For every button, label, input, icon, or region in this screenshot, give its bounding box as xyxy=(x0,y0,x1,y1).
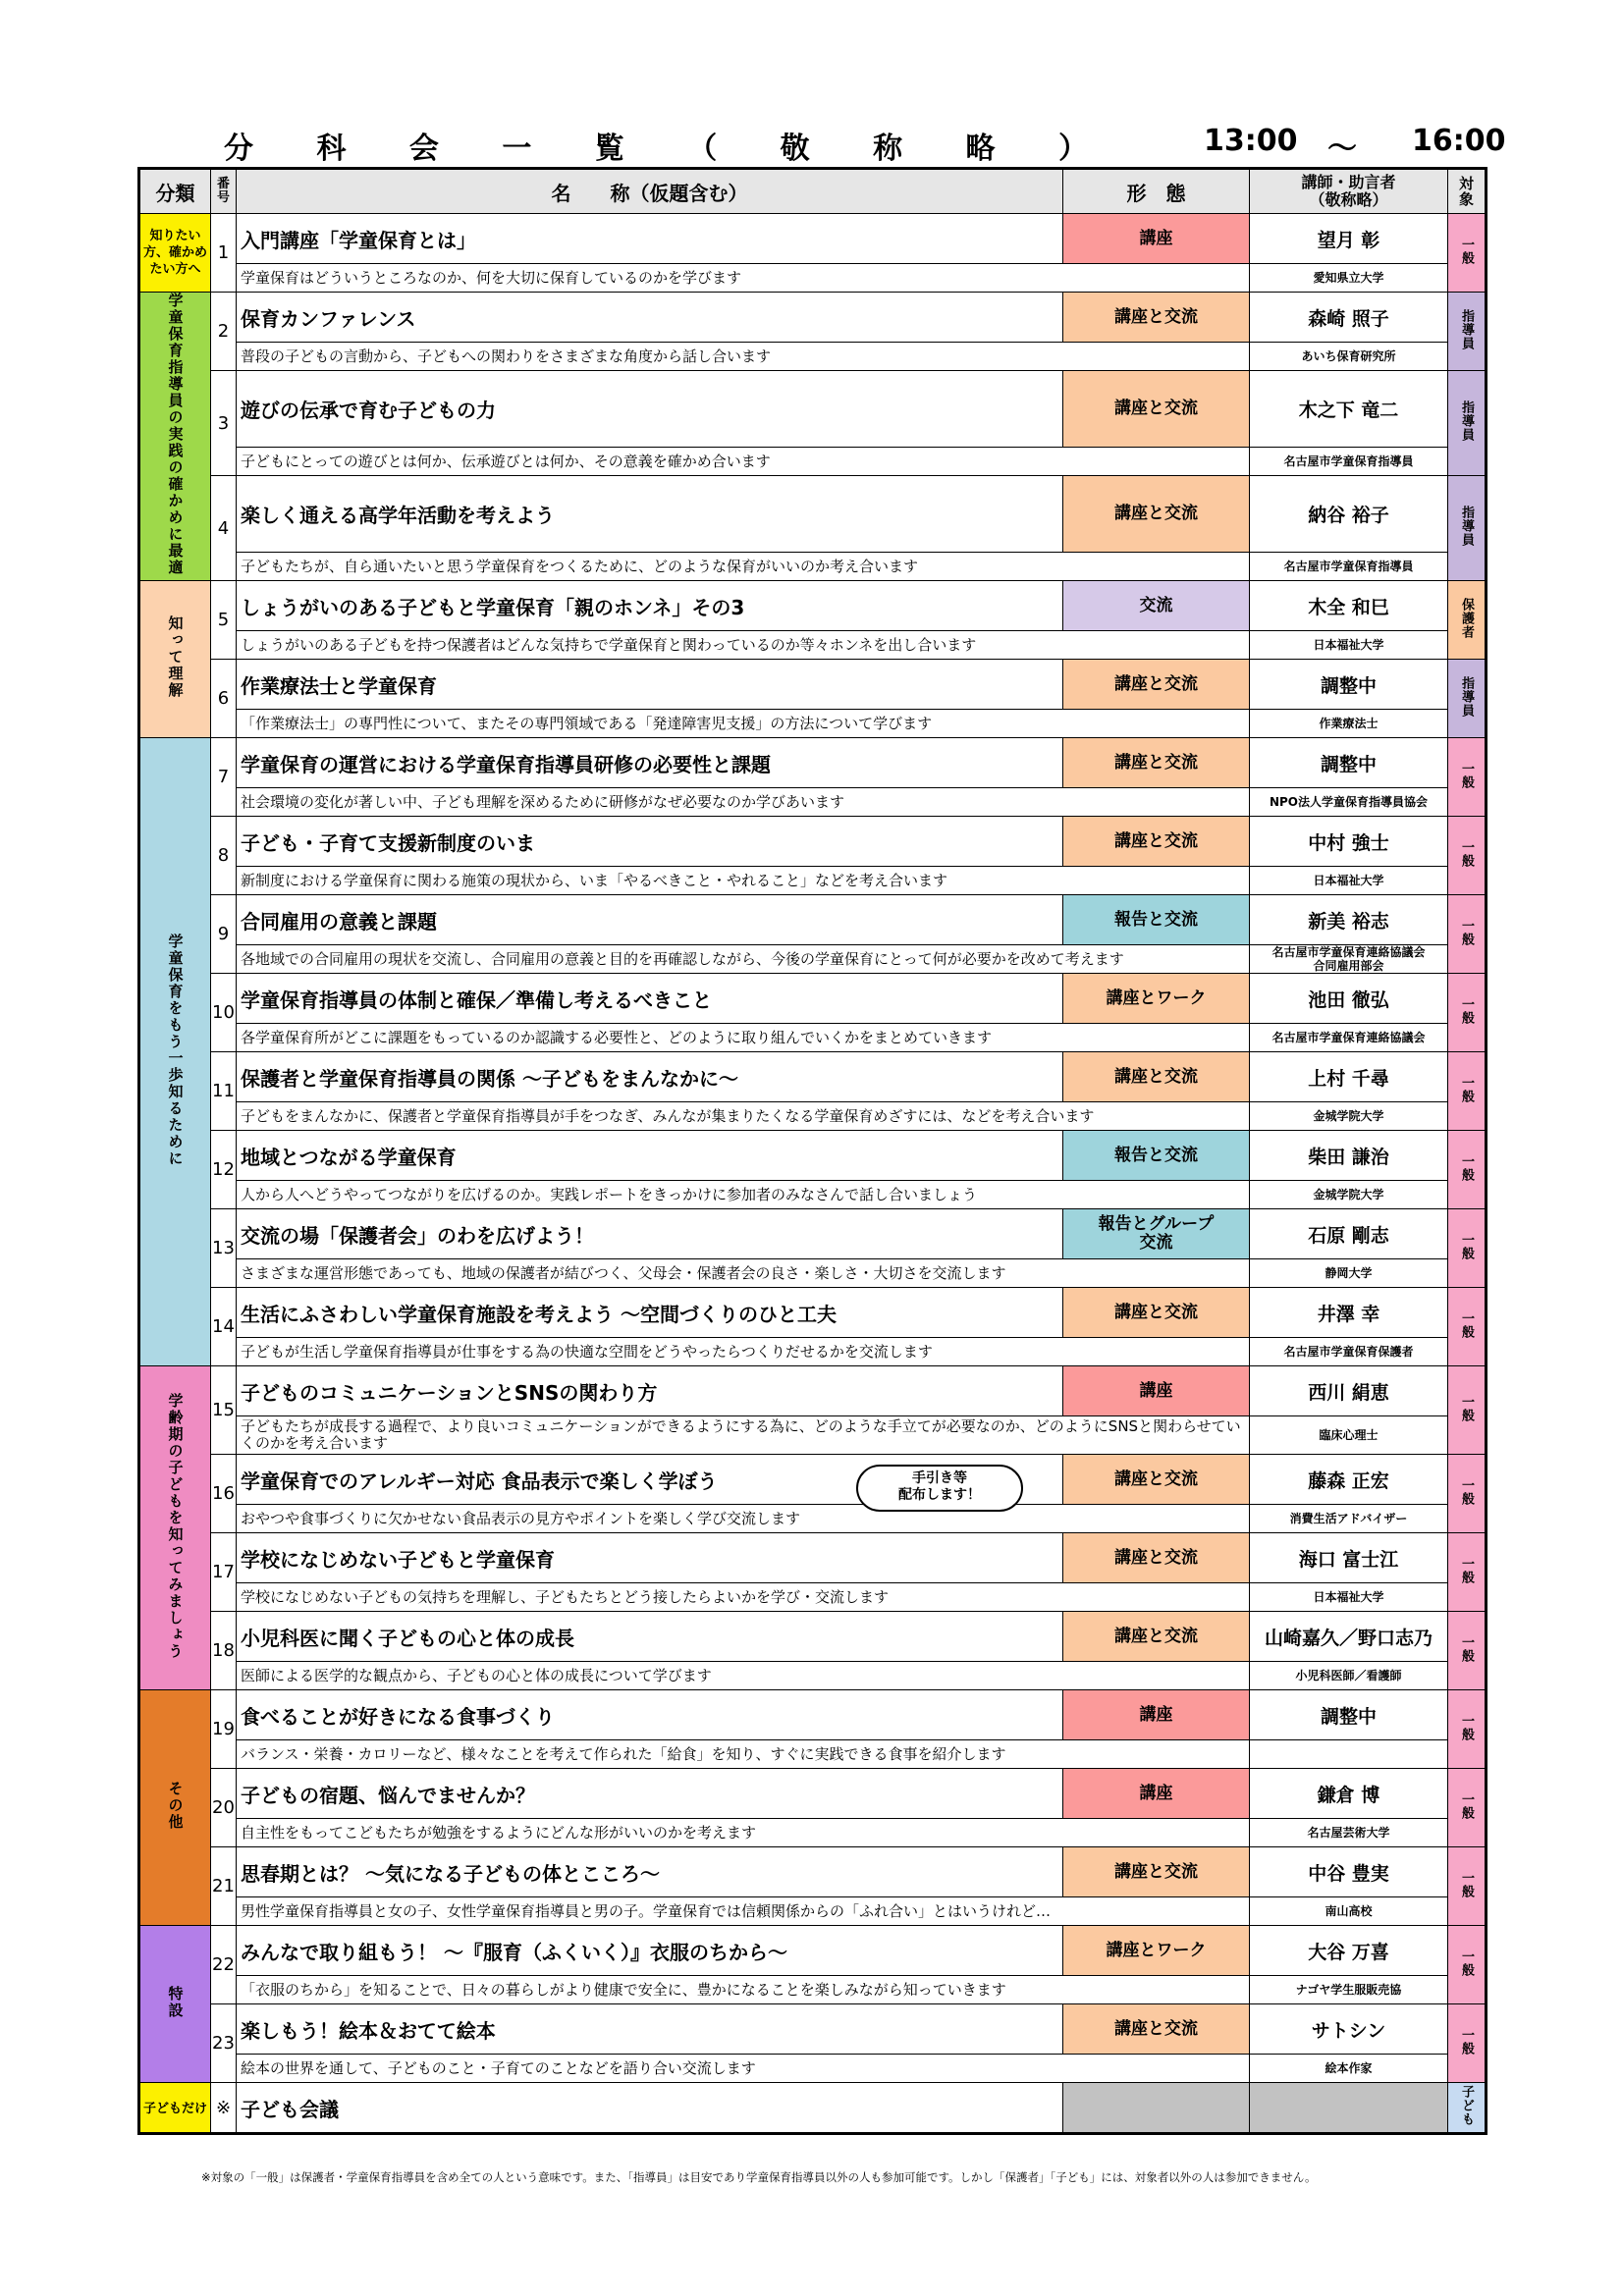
session-number: 22 xyxy=(211,1926,237,2004)
title-char: 会 xyxy=(408,132,439,166)
category-label: 学童保育指導員の実践の確かめに最適 xyxy=(166,293,185,576)
title-char: 略 xyxy=(965,132,996,166)
page-title xyxy=(224,124,1088,166)
session-title: 子どもの宿題、悩んでませんか？ xyxy=(237,1769,1063,1819)
category-label: その他 xyxy=(166,1781,185,1831)
target-badge xyxy=(1448,214,1487,293)
handout-bubble xyxy=(856,1465,1023,1512)
target-label: 一般 xyxy=(1459,1153,1474,1182)
category-cell xyxy=(139,2083,211,2134)
target-label: 子ども xyxy=(1459,2085,1474,2126)
header-target: 対 象 xyxy=(1448,169,1487,214)
bubble-text: 手引き等 配布します！ xyxy=(898,1470,981,1503)
session-format: 講座とワーク xyxy=(1063,974,1250,1024)
category-cell xyxy=(139,214,211,293)
session-number: 14 xyxy=(211,1288,237,1366)
session-detail-row xyxy=(139,710,1487,738)
category-label: 学童保育をもう一歩知るために xyxy=(166,933,185,1167)
session-detail-row xyxy=(139,788,1487,817)
target-label: 一般 xyxy=(1459,996,1474,1025)
session-format: 報告と交流 xyxy=(1063,895,1250,945)
session-format: 講座 xyxy=(1063,1690,1250,1740)
session-title: しょうがいのある子どもと学童保育「親のホンネ」その3 xyxy=(237,581,1063,631)
lecturer-affiliation: 日本福祉大学 xyxy=(1250,1583,1448,1612)
session-title: 保護者と学童保育指導員の関係 ～子どもをまんなかに～ xyxy=(237,1052,1063,1102)
category-cell xyxy=(139,581,211,738)
session-title: 楽しもう！絵本＆おてて絵本 xyxy=(237,2004,1063,2055)
session-title: 入門講座「学童保育とは」 xyxy=(237,214,1063,264)
target-badge xyxy=(1448,1288,1487,1366)
session-detail-row xyxy=(139,1338,1487,1366)
target-badge xyxy=(1448,895,1487,974)
session-title: 学童保育の運営における学童保育指導員研修の必要性と課題 xyxy=(237,738,1063,788)
session-row xyxy=(139,2004,1487,2055)
session-detail-row xyxy=(139,1976,1487,2004)
lecturer-affiliation: 消費生活アドバイザー xyxy=(1250,1505,1448,1533)
session-format: 講座と交流 xyxy=(1063,1847,1250,1897)
title-char: 敬 xyxy=(780,132,810,166)
lecturer-name: 海口 富士江 xyxy=(1250,1533,1448,1583)
session-title: 作業療法士と学童保育 xyxy=(237,660,1063,710)
session-row xyxy=(139,1769,1487,1819)
lecturer-name: 石原 剛志 xyxy=(1250,1209,1448,1259)
target-label: 一般 xyxy=(1459,2027,1474,2056)
lecturer-name: 木全 和巳 xyxy=(1250,581,1448,631)
category-cell xyxy=(139,738,211,1366)
session-description: バランス・栄養・カロリーなど、様々なことを考えて作られた「給食」を知り、すぐに実践できる食事を紹介します xyxy=(237,1740,1250,1769)
lecturer-affiliation: ナゴヤ学生服販売協 xyxy=(1250,1976,1448,2004)
lecturer-affiliation: 日本福祉大学 xyxy=(1250,867,1448,895)
lecturer-affiliation: 南山高校 xyxy=(1250,1897,1448,1926)
session-row xyxy=(139,738,1487,788)
session-description: 学校になじめない子どもの気持ちを理解し、子どもたちとどう接したらよいかを学び・交流します xyxy=(237,1583,1250,1612)
session-title: 学童保育指導員の体制と確保／準備し考えるべきこと xyxy=(237,974,1063,1024)
session-title: 地域とつながる学童保育 xyxy=(237,1131,1063,1181)
session-description: 子どもたちが成長する過程で、より良いコミュニケーションができるようにする為に、どのような手立てが必要なのか、どのようにSNSと関わらせていくのかを考え合います xyxy=(237,1416,1250,1455)
session-format: 報告と交流 xyxy=(1063,1131,1250,1181)
session-number: 4 xyxy=(211,476,237,581)
session-title: みんなで取り組もう！ ～『服育（ふくいく）』衣服のちから～ xyxy=(237,1926,1063,1976)
session-row xyxy=(139,2083,1487,2134)
session-detail-row xyxy=(139,1024,1487,1052)
target-badge xyxy=(1448,974,1487,1052)
title-char: 一 xyxy=(502,132,532,166)
title-char: 科 xyxy=(316,132,347,166)
session-number: 20 xyxy=(211,1769,237,1847)
session-description: 「衣服のちから」を知ることで、日々の暮らしがより健康で安全に、豊かになることを楽しみながら知っていきます xyxy=(237,1976,1250,2004)
session-detail-row xyxy=(139,1583,1487,1612)
session-row xyxy=(139,214,1487,264)
session-detail-row xyxy=(139,1662,1487,1690)
session-row xyxy=(139,1455,1487,1505)
lecturer-name: 調整中 xyxy=(1250,738,1448,788)
lecturer-affiliation: 臨床心理士 xyxy=(1250,1416,1448,1455)
session-row xyxy=(139,1533,1487,1583)
session-number: 8 xyxy=(211,817,237,895)
lecturer-name: 井澤 幸 xyxy=(1250,1288,1448,1338)
session-number: 7 xyxy=(211,738,237,817)
target-label: 指導員 xyxy=(1459,506,1474,547)
target-label: 一般 xyxy=(1459,1310,1474,1339)
lecturer-name: 調整中 xyxy=(1250,660,1448,710)
lecturer-affiliation: NPO法人学童保育指導員協会 xyxy=(1250,788,1448,817)
target-badge xyxy=(1448,1926,1487,2004)
session-title: 食べることが好きになる食事づくり xyxy=(237,1690,1063,1740)
session-description: 学童保育はどういうところなのか、何を大切に保育しているのかを学びます xyxy=(237,264,1250,293)
lecturer-affiliation: 名古屋市学童保育指導員 xyxy=(1250,553,1448,581)
lecturer-affiliation: 絵本作家 xyxy=(1250,2055,1448,2083)
session-number: 3 xyxy=(211,371,237,476)
target-label: 一般 xyxy=(1459,1870,1474,1898)
category-label: 子どもだけ xyxy=(142,2101,207,2116)
lecturer-affiliation: 愛知県立大学 xyxy=(1250,264,1448,293)
target-badge xyxy=(1448,293,1487,371)
target-badge xyxy=(1448,738,1487,817)
session-description: 子どもをまんなかに、保護者と学童保育指導員が手をつなぎ、みんなが集まりたくなる学童保育めざすには、などを考え合います xyxy=(237,1102,1250,1131)
session-description: 各地域での合同雇用の現状を交流し、合同雇用の意義と目的を再確認しながら、今後の学童保育にとって何が必要かを改めて考えます xyxy=(237,945,1250,974)
lecturer-affiliation: 名古屋市学童保育指導員 xyxy=(1250,448,1448,476)
session-number: 6 xyxy=(211,660,237,738)
session-number: 19 xyxy=(211,1690,237,1769)
category-label: 特設 xyxy=(166,1985,185,2019)
session-title: 楽しく通える高学年活動を考えよう xyxy=(237,476,1063,553)
session-description: 子どもたちが、自ら通いたいと思う学童保育をつくるために、どのような保育がいいのか考え合います xyxy=(237,553,1250,581)
session-format: 講座と交流 xyxy=(1063,1052,1250,1102)
category-cell xyxy=(139,1690,211,1926)
session-format: 講座と交流 xyxy=(1063,476,1250,553)
session-detail-row xyxy=(139,945,1487,974)
header-category: 分類 xyxy=(139,169,211,214)
session-detail-row xyxy=(139,1259,1487,1288)
target-label: 一般 xyxy=(1459,1791,1474,1820)
target-badge xyxy=(1448,1131,1487,1209)
category-label: 学齢期の子どもを知ってみましょう xyxy=(166,1392,185,1660)
lecturer-affiliation: 名古屋芸術大学 xyxy=(1250,1819,1448,1847)
title-char: （ xyxy=(687,132,718,166)
session-title: 交流の場「保護者会」のわを広げよう！ xyxy=(237,1209,1063,1259)
lecturer-name: 中谷 豊実 xyxy=(1250,1847,1448,1897)
lecturer-affiliation: 作業療法士 xyxy=(1250,710,1448,738)
session-detail-row xyxy=(139,2055,1487,2083)
target-label: 一般 xyxy=(1459,1075,1474,1103)
session-number: 9 xyxy=(211,895,237,974)
start-time: 13:00 xyxy=(1204,124,1298,158)
lecturer-name: 中村 強士 xyxy=(1250,817,1448,867)
session-description: 医師による医学的な観点から、子どもの心と体の成長について学びます xyxy=(237,1662,1250,1690)
session-detail-row xyxy=(139,1505,1487,1533)
session-title: 子どものコミュニケーションとSNSの関わり方 xyxy=(237,1366,1063,1416)
target-label: 指導員 xyxy=(1459,675,1474,718)
target-label: 一般 xyxy=(1459,1394,1474,1422)
category-label: 知りたい方、確かめたい方へ xyxy=(142,229,207,277)
end-time: 16:00 xyxy=(1412,124,1506,158)
target-badge xyxy=(1448,581,1487,660)
session-title: 保育カンファレンス xyxy=(237,293,1063,343)
target-label: 一般 xyxy=(1459,237,1474,265)
lecturer-name: 鎌倉 博 xyxy=(1250,1769,1448,1819)
lecturer-name: 望月 彰 xyxy=(1250,214,1448,264)
target-badge xyxy=(1448,817,1487,895)
target-badge xyxy=(1448,1612,1487,1690)
session-description: 各学童保育所がどこに課題をもっているのか認識する必要性と、どのように取り組んでいくかをまとめていきます xyxy=(237,1024,1250,1052)
target-label: 一般 xyxy=(1459,1949,1474,1977)
lecturer-affiliation: 名古屋市学童保育保護者 xyxy=(1250,1338,1448,1366)
session-detail-row xyxy=(139,631,1487,660)
session-format: 講座 xyxy=(1063,1769,1250,1819)
session-detail-row xyxy=(139,1819,1487,1847)
session-title: 生活にふさわしい学童保育施設を考えよう ～空間づくりのひと工夫 xyxy=(237,1288,1063,1338)
session-detail-row xyxy=(139,1740,1487,1769)
target-badge xyxy=(1448,1769,1487,1847)
session-row xyxy=(139,817,1487,867)
session-row xyxy=(139,1052,1487,1102)
header-name: 名 称（仮題含む） xyxy=(237,169,1063,214)
lecturer-affiliation: 金城学院大学 xyxy=(1250,1102,1448,1131)
lecturer-name: 山崎嘉久／野口志乃 xyxy=(1250,1612,1448,1662)
lecturer-name: 調整中 xyxy=(1250,1690,1448,1740)
header-number: 番 号 xyxy=(211,169,237,214)
target-label: 指導員 xyxy=(1459,308,1474,350)
session-format: 講座と交流 xyxy=(1063,371,1250,448)
target-label: 一般 xyxy=(1459,1556,1474,1584)
session-number: 2 xyxy=(211,293,237,371)
session-description: 人から人へどうやってつながりを広げるのか。実践レポートをきっかけに参加者のみなさんで話し合いましょう xyxy=(237,1181,1250,1209)
title-char: ） xyxy=(1057,132,1088,166)
title-char: 分 xyxy=(224,132,253,166)
session-table xyxy=(137,167,1487,2135)
target-badge xyxy=(1448,1052,1487,1131)
session-format: 講座と交流 xyxy=(1063,1612,1250,1662)
lecturer-affiliation: 金城学院大学 xyxy=(1250,1181,1448,1209)
target-label: 一般 xyxy=(1459,761,1474,789)
target-badge xyxy=(1448,2004,1487,2083)
title-char: 覧 xyxy=(594,132,624,166)
lecturer-affiliation: 小児科医師／看護師 xyxy=(1250,1662,1448,1690)
session-number: ※ xyxy=(211,2083,237,2134)
target-badge xyxy=(1448,1533,1487,1612)
lecturer-affiliation: 静岡大学 xyxy=(1250,1259,1448,1288)
lecturer-name: 森崎 照子 xyxy=(1250,293,1448,343)
session-number: 15 xyxy=(211,1366,237,1455)
session-detail-row xyxy=(139,1181,1487,1209)
session-row xyxy=(139,974,1487,1024)
session-format: 報告とグループ 交流 xyxy=(1063,1209,1250,1259)
category-label: 知って理解 xyxy=(166,615,185,699)
target-badge xyxy=(1448,660,1487,738)
session-row xyxy=(139,1690,1487,1740)
session-description: 自主性をもってこどもたちが勉強をするようにどんな形がいいのかを考えます xyxy=(237,1819,1250,1847)
session-title: 遊びの伝承で育む子どもの力 xyxy=(237,371,1063,448)
target-badge xyxy=(1448,1455,1487,1533)
session-row xyxy=(139,1366,1487,1416)
session-format: 講座とワーク xyxy=(1063,1926,1250,1976)
session-row xyxy=(139,581,1487,631)
target-label: 指導員 xyxy=(1459,400,1474,442)
session-description: 社会環境の変化が著しい中、子ども理解を深めるために研修がなぜ必要なのか学びあいます xyxy=(237,788,1250,817)
session-description: 「作業療法士」の専門性について、またその専門領域である「発達障害児支援」の方法について学びます xyxy=(237,710,1250,738)
table-header-row xyxy=(139,169,1487,214)
target-badge xyxy=(1448,1366,1487,1455)
session-row xyxy=(139,1847,1487,1897)
session-description: さまざまな運営形態であっても、地域の保護者が結びつく、父母会・保護者会の良さ・楽しさ・大切さを交流します xyxy=(237,1259,1250,1288)
lecturer-name: 木之下 竜二 xyxy=(1250,371,1448,448)
category-cell xyxy=(139,293,211,581)
target-badge xyxy=(1448,371,1487,476)
session-detail-row xyxy=(139,343,1487,371)
lecturer-affiliation: 名古屋市学童保育連絡協議会 合同雇用部会 xyxy=(1250,945,1448,974)
session-number: 5 xyxy=(211,581,237,660)
session-number: 16 xyxy=(211,1455,237,1533)
session-format: 講座と交流 xyxy=(1063,660,1250,710)
target-badge xyxy=(1448,1847,1487,1926)
session-title: 合同雇用の意義と課題 xyxy=(237,895,1063,945)
target-badge xyxy=(1448,1690,1487,1769)
target-label: 一般 xyxy=(1459,839,1474,868)
session-format: 講座 xyxy=(1063,1366,1250,1416)
target-label: 一般 xyxy=(1459,1634,1474,1663)
session-format: 講座 xyxy=(1063,214,1250,264)
session-description: 普段の子どもの言動から、子どもへの関わりをさまざまな角度から話し合います xyxy=(237,343,1250,371)
session-format: 講座と交流 xyxy=(1063,1455,1250,1505)
session-row xyxy=(139,895,1487,945)
lecturer-affiliation: 名古屋市学童保育連絡協議会 xyxy=(1250,1024,1448,1052)
session-format: 講座と交流 xyxy=(1063,817,1250,867)
time-separator: ～ xyxy=(1327,132,1357,166)
session-description: おやつや食事づくりに欠かせない食品表示の見方やポイントを楽しく学び交流します xyxy=(237,1505,1250,1533)
target-badge xyxy=(1448,2083,1487,2134)
target-label: 一般 xyxy=(1459,918,1474,946)
session-detail-row xyxy=(139,1416,1487,1455)
session-title: 学校になじめない子どもと学童保育 xyxy=(237,1533,1063,1583)
lecturer-name: 大谷 万喜 xyxy=(1250,1926,1448,1976)
session-description: 絵本の世界を通して、子どものこと・子育てのことなどを語り合い交流します xyxy=(237,2055,1250,2083)
session-number: 17 xyxy=(211,1533,237,1612)
session-detail-row xyxy=(139,553,1487,581)
session-detail-row xyxy=(139,448,1487,476)
session-description: 子どもが生活し学童保育指導員が仕事をする為の快適な空間をどうやったらつくりだせるかを交流します xyxy=(237,1338,1250,1366)
session-format: 講座と交流 xyxy=(1063,293,1250,343)
session-row xyxy=(139,1209,1487,1259)
title-char: 称 xyxy=(873,132,903,166)
footnote: ※対象の「一般」は保護者・学童保育指導員を含め全ての人という意味です。また、「指導員」は目安であり学童保育指導員以外の人も参加可能です。しかし「保護者」「子ども」には、対象者以外の人は参加できません。 xyxy=(201,2170,1317,2184)
lecturer-name: 藤森 正宏 xyxy=(1250,1455,1448,1505)
session-format: 交流 xyxy=(1063,581,1250,631)
session-title: 小児科医に聞く子どもの心と体の成長 xyxy=(237,1612,1063,1662)
target-badge xyxy=(1448,1209,1487,1288)
session-number: 13 xyxy=(211,1209,237,1288)
session-detail-row xyxy=(139,867,1487,895)
lecturer-name: 納谷 裕子 xyxy=(1250,476,1448,553)
target-label: 一般 xyxy=(1459,1713,1474,1741)
header-lecturer: 講師・助言者 （敬称略） xyxy=(1250,169,1448,214)
session-description: しょうがいのある子どもを持つ保護者はどんな気持ちで学童保育と関わっているのか等々ホンネを出し合います xyxy=(237,631,1250,660)
session-detail-row xyxy=(139,264,1487,293)
lecturer-affiliation: 日本福祉大学 xyxy=(1250,631,1448,660)
session-detail-row xyxy=(139,1102,1487,1131)
session-title: 子ども会議 xyxy=(237,2083,1063,2134)
target-label: 一般 xyxy=(1459,1232,1474,1260)
session-row xyxy=(139,1612,1487,1662)
lecturer-affiliation: あいち保育研究所 xyxy=(1250,343,1448,371)
category-cell xyxy=(139,1926,211,2083)
lecturer-name: 新美 裕志 xyxy=(1250,895,1448,945)
target-badge xyxy=(1448,476,1487,581)
session-row xyxy=(139,1288,1487,1338)
session-row xyxy=(139,1131,1487,1181)
session-title: 思春期とは？ ～気になる子どもの体とこころ～ xyxy=(237,1847,1063,1897)
session-title: 学童保育でのアレルギー対応 食品表示で楽しく学ぼう xyxy=(237,1455,1063,1505)
session-format xyxy=(1063,2083,1250,2134)
session-row xyxy=(139,1926,1487,1976)
session-format: 講座と交流 xyxy=(1063,1533,1250,1583)
category-cell xyxy=(139,1366,211,1690)
session-description: 新制度における学童保育に関わる施策の現状から、いま「やるべきこと・やれること」などを考え合います xyxy=(237,867,1250,895)
lecturer-name xyxy=(1250,2083,1448,2134)
session-detail-row xyxy=(139,1897,1487,1926)
lecturer-name: 池田 徹弘 xyxy=(1250,974,1448,1024)
lecturer-affiliation xyxy=(1250,1740,1448,1769)
session-description: 子どもにとっての遊びとは何か、伝承遊びとは何か、その意義を確かめ合います xyxy=(237,448,1250,476)
session-row xyxy=(139,660,1487,710)
lecturer-name: 柴田 謙治 xyxy=(1250,1131,1448,1181)
session-number: 12 xyxy=(211,1131,237,1209)
target-label: 一般 xyxy=(1459,1477,1474,1506)
session-row xyxy=(139,371,1487,448)
session-number: 18 xyxy=(211,1612,237,1690)
header-format: 形 態 xyxy=(1063,169,1250,214)
session-number: 10 xyxy=(211,974,237,1052)
session-row xyxy=(139,476,1487,553)
session-description: 男性学童保育指導員と女の子、女性学童保育指導員と男の子。学童保育では信頼関係からの「ふれ合い」とはいうけれど… xyxy=(237,1897,1250,1926)
session-format: 講座と交流 xyxy=(1063,738,1250,788)
session-title: 子ども・子育て支援新制度のいま xyxy=(237,817,1063,867)
session-number: 23 xyxy=(211,2004,237,2083)
lecturer-name: サトシン xyxy=(1250,2004,1448,2055)
session-number: 21 xyxy=(211,1847,237,1926)
session-number: 11 xyxy=(211,1052,237,1131)
session-format: 講座と交流 xyxy=(1063,2004,1250,2055)
target-label: 保護者 xyxy=(1459,597,1474,639)
session-format: 講座と交流 xyxy=(1063,1288,1250,1338)
session-number: 1 xyxy=(211,214,237,293)
lecturer-name: 西川 絹恵 xyxy=(1250,1366,1448,1416)
session-row xyxy=(139,293,1487,343)
lecturer-name: 上村 千尋 xyxy=(1250,1052,1448,1102)
